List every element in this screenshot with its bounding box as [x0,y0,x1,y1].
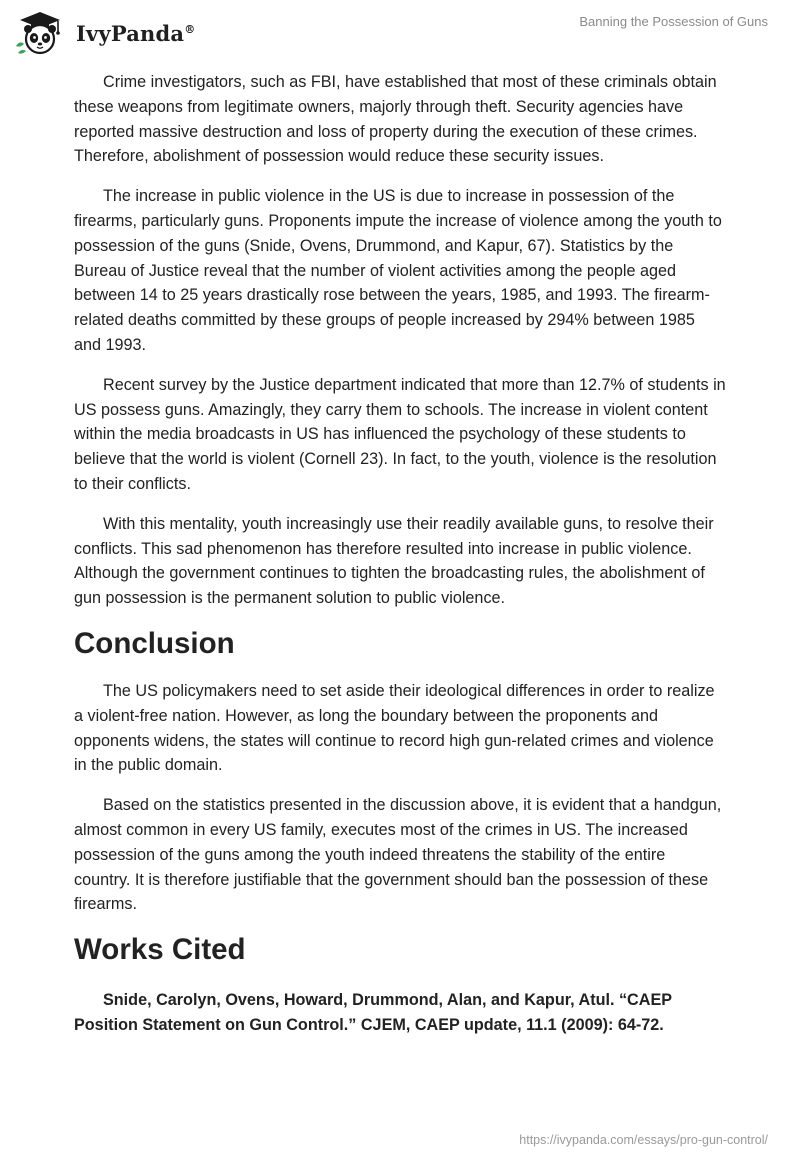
body-paragraph: Crime investigators, such as FBI, have established that most of these criminals obtain these weapons from legitimate owners, majorly through theft. Security agencies have reported massive destruction and loss of property during the execution of these crimes. Therefore, abolishment of possession would reduce these security issues. [74,73,717,166]
brand-name: IvyPanda® [76,20,196,46]
conclusion-paragraph: The US policymakers need to set aside their ideological differences in order to realize a violent-free nation. However, as long the boundary between the proponents and opponents widens, the states will continue to record high gun-related crimes and violence in the public domain. [74,681,715,775]
ivypanda-logo[interactable] [14,10,195,56]
works-cited-heading: Works Cited [74,933,246,967]
page-header [0,0,800,66]
conclusion-paragraph: Based on the statistics presented in the discussion above, it is evident that a handgun, almost common in every US family, executes most of the crimes in US. The increased possession of the guns among the youth indeed threatens the stability of the entire country. It is therefore justifiable that the government should ban the possession of these firearms. [74,796,722,914]
body-paragraph: Recent survey by the Justice department indicated that more than 12.7% of students in US possess guns. Amazingly, they carry them to schools. The increase in violent content within the media broadcasts in US has influenced the psychology of these students to believe that the world is violent (Cornell 23). In fact, to the youth, violence is the resolution to their conflicts. [74,375,726,493]
body-paragraph: With this mentality, youth increasingly use their readily available guns, to resolve their conflicts. This sad phenomenon has therefore resulted into increase in public violence. Although the government continues to tighten the broadcasting rules, the abolishment of gun possession is the permanent solution to public violence. [74,514,714,608]
panda-graduate-icon [14,10,66,56]
citation-entry: Snide, Carolyn, Ovens, Howard, Drummond, Alan, and Kapur, Atul. “CAEP Position Statement on Gun Control.” CJEM, CAEP update, 11.1 (2009): 64-72. [74,991,672,1034]
source-url[interactable]: https://ivypanda.com/essays/pro-gun-control/ [519,1133,768,1147]
body-paragraph: The increase in public violence in the US is due to increase in possession of the firearms, particularly guns. Proponents impute the increase of violence among the youth to possession of the guns (Snide, Ovens, Drummond, and Kapur, 67). Statistics by the Bureau of Justice reveal that the number of violent activities among the people aged between 14 to 25 years drastically rose between the years, 1985, and 1993. The firearm-related deaths committed by these groups of people increased by 294% between 1985 and 1993. [74,187,722,354]
document-title: Banning the Possession of Guns [579,14,768,29]
essay-content [74,70,726,1038]
conclusion-heading: Conclusion [74,626,235,660]
